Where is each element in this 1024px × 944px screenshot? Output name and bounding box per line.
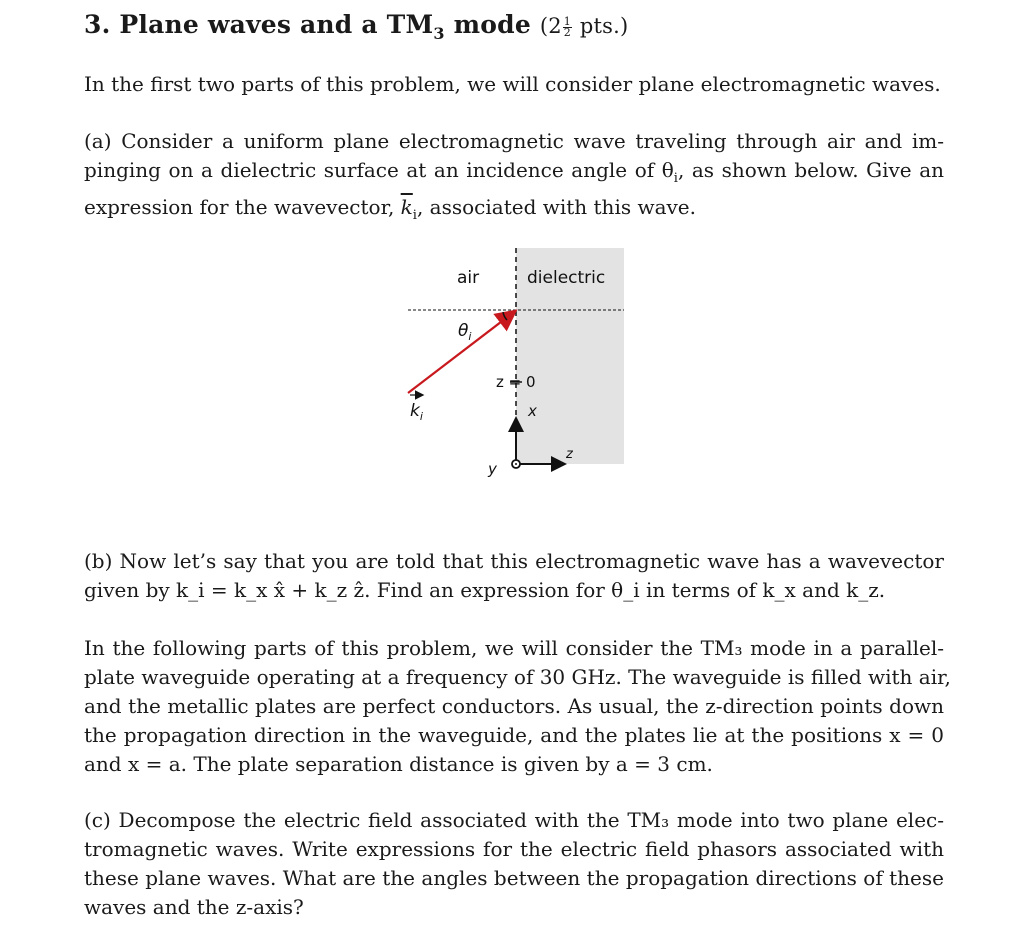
part-c-paragraph: (c) Decompose the electric field associated with the TM₃ mode into two plane elec- tromagnetic waves. Write expressions for the electric field phasors associated with these plane waves. What are the angles between the propagation directions of these waves and the z-axis? (84, 808, 944, 919)
air-label: air (457, 268, 480, 288)
z-axis-label: z (566, 447, 573, 462)
intro-paragraph: In the first two parts of this problem, we will consider plane electromagnetic waves. (84, 72, 941, 96)
part-a-paragraph: (a) Consider a uniform plane electromagnetic wave traveling through air and im- pinging on a dielectric surface at an incidence angle of $\theta_i$, as shown below. Give an expression for the wavevector, $\overline{k}_i$, associated with this wave. (84, 129, 945, 223)
k-vector-label: $k_i$ (410, 401, 423, 423)
incidence-diagram (400, 240, 640, 490)
problem-title: 3. Plane waves and a $TM_3$ mode (2 $\frac{1}{2}$ pts.) (84, 10, 629, 43)
x-axis-label: x (528, 402, 537, 420)
incidence-figure (400, 240, 640, 490)
z-zero-label: z = 0 (496, 373, 536, 391)
theta-label: $\theta_i$ (458, 321, 472, 343)
points-label: (2 $\frac{1}{2}$ pts.) (539, 14, 629, 39)
part-b-paragraph: (b) Now let’s say that you are told that this electromagnetic wave has a wavevector given by k_i = k_x x̂ + k_z ẑ. Find an expression for θ_i in terms of k_x and k_z. (84, 549, 944, 602)
y-axis-label: y (488, 460, 497, 478)
dielectric-label: dielectric (527, 268, 606, 288)
tm-mode-paragraph: In the following parts of this problem, we will consider the TM₃ mode in a parallel- plate waveguide operating at a frequency of 30 GHz. The waveguide is filled with air, and the metallic plates are perfect conductors. As usual, the z-direction points down the propagation direction in the waveguide, and the plates lie at the positions x = 0 and x = a. The plate separation distance is given by a = 3 cm. (84, 636, 951, 776)
